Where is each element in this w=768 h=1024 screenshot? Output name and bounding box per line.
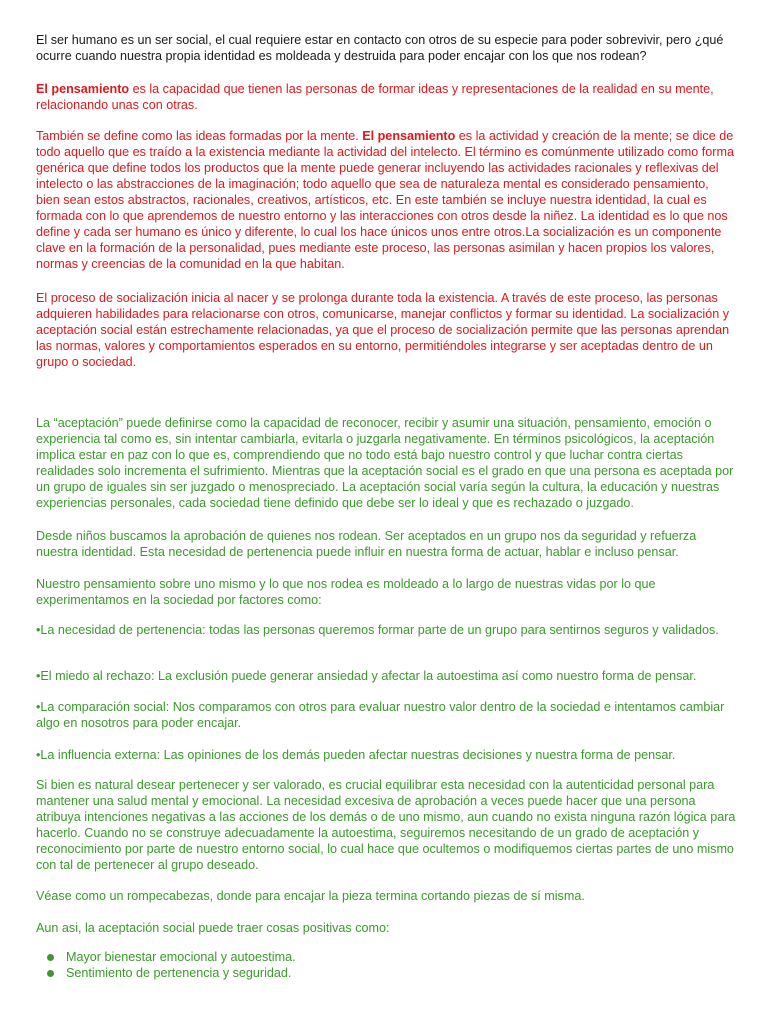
bullet-dot-icon xyxy=(47,954,54,961)
socialization-paragraph: El proceso de socialización inicia al nacer y se prolonga durante toda la existencia. A través de este proceso, las personas adquieren habilidades para relacionarse con otros, comunicarse, manejar conflictos y formar su identidad. La socialización y aceptación social están estrechamente relacionadas, ya que el proceso de socialización permite que las personas aprendan las normas, valores y comportamientos esperados en su entorno, permitiéndoles integrarse y ser aceptadas dentro de un grupo o sociedad. xyxy=(36,291,730,369)
acceptance-definition-paragraph: La “aceptación” puede definirse como la capacidad de reconocer, recibir y asumir una situación, pensamiento, emoción o experiencia tal como es, sin intentar cambiarla, evitarla o juzgarla negativamente. En términos psicológicos, la aceptación implica estar en paz con lo que es, comprendiendo que no todo está bajo nuestro control y que luchar contra ciertas realidades solo incrementa el sufrimiento. Mientras que la aceptación social es el grado en que una persona es aceptada por un grupo de iguales sin ser juzgado o menospreciado. La aceptación social varía según la cultura, la educación y nuestras experiencias personales, cada sociedad tiene definido que debe ser lo ideal y que es rechazado o juzgado. xyxy=(36,416,734,510)
factor-fear-of-rejection: •El miedo al rechazo: La exclusión puede generar ansiedad y afectar la autoestima así como nuestro forma de pensar. xyxy=(36,669,697,683)
balance-paragraph: Si bien es natural desear pertenecer y ser valorado, es crucial equilibrar esta necesidad con la autenticidad personal para mantener una salud mental y emocional. La necesidad excesiva de aprobación a veces puede hacer que una persona atribuya intenciones negativas a las acciones de los demás o de uno mismo, aun cuando no exista ninguna razón lógica para hacerlo. Cuando no se construye adecuadamente la autoestima, seguiremos necesitando de un grado de aceptación y reconocimiento por parte de nuestro entorno social, lo cual hace que ocultemos o modifiquemos ciertas partes de uno mismo con tal de pertenecer al grupo deseado. xyxy=(36,778,736,872)
thought-bold-term: El pensamiento xyxy=(36,82,130,96)
factor-belonging: •La necesidad de pertenencia: todas las personas queremos formar parte de un grupo para sentirnos seguros y validados. xyxy=(36,623,719,637)
thought-extended-text: es la actividad y creación de la mente; se dice de todo aquello que es traído a la existencia mediante la actividad del intelecto. El término es comúnmente utilizado como forma genérica que define todos los productos que la mente puede generar incluyendo las actividades racionales y reflexivas del intelecto o las abstracciones de la imaginación; todo aquello que sea de naturaleza mental es considerado pensamiento, bien sean estos abstractos, racionales, creativos, artísticos, etc. En este también se incluye nuestra identidad, la cual es formada con lo que aprendemos de nuestro entorno y las interacciones con otros desde la niñez. La identidad es lo que nos define y cada ser humano es único y diferente, lo cual los hace únicos unos entre otros.La socialización es un componente clave en la formación de la personalidad, pues mediante este proceso, las personas asimilan y hacen propios los valores, normas y creencias de la comunidad en la que habitan. xyxy=(36,129,734,271)
puzzle-paragraph: Véase como un rompecabezas, donde para encajar la pieza termina cortando piezas de sí misma. xyxy=(36,889,585,903)
list-item-text: Sentimiento de pertenencia y seguridad. xyxy=(66,966,292,980)
bullet-dot-icon xyxy=(47,970,54,977)
thought-definition-paragraph xyxy=(36,81,736,113)
list-item xyxy=(36,949,736,965)
thought-definition-text: es la capacidad que tienen las personas de formar ideas y representaciones de la realidad en su mente, relacionando unas con otras. xyxy=(36,82,714,112)
factor-external-influence: •La influencia externa: Las opiniones de los demás pueden afectar nuestras decisiones y nuestra forma de pensar. xyxy=(36,748,676,762)
childhood-approval-paragraph: Desde niños buscamos la aprobación de quienes nos rodean. Ser aceptados en un grupo nos da seguridad y refuerza nuestra identidad. Esta necesidad de pertenencia puede influir en nuestra forma de actuar, hablar e incluso pensar. xyxy=(36,529,697,559)
thought-extended-bold-term: El pensamiento xyxy=(362,129,456,143)
factor-social-comparison: •La comparación social: Nos comparamos con otros para evaluar nuestro valor dentro de la sociedad e intentamos cambiar algo en nosotros para poder encajar. xyxy=(36,700,725,730)
positives-list xyxy=(36,949,736,981)
thought-extended-start: También se define como las ideas formadas por la mente. xyxy=(36,129,363,143)
list-item xyxy=(36,965,736,981)
factors-intro-paragraph: Nuestro pensamiento sobre uno mismo y lo que nos rodea es moldeado a lo largo de nuestras vidas por lo que experimentamos en la sociedad por factores como: xyxy=(36,577,656,607)
intro-paragraph: El ser humano es un ser social, el cual requiere estar en contacto con otros de su especie para poder sobrevivir, pero ¿qué ocurre cuando nuestra propia identidad es moldeada y destruida para poder encajar con los que nos rodean? xyxy=(36,33,724,63)
positives-intro-paragraph: Aun asi, la aceptación social puede traer cosas positivas como: xyxy=(36,921,390,935)
list-item-text: Mayor bienestar emocional y autoestima. xyxy=(66,950,296,964)
thought-extended-paragraph xyxy=(36,128,736,272)
